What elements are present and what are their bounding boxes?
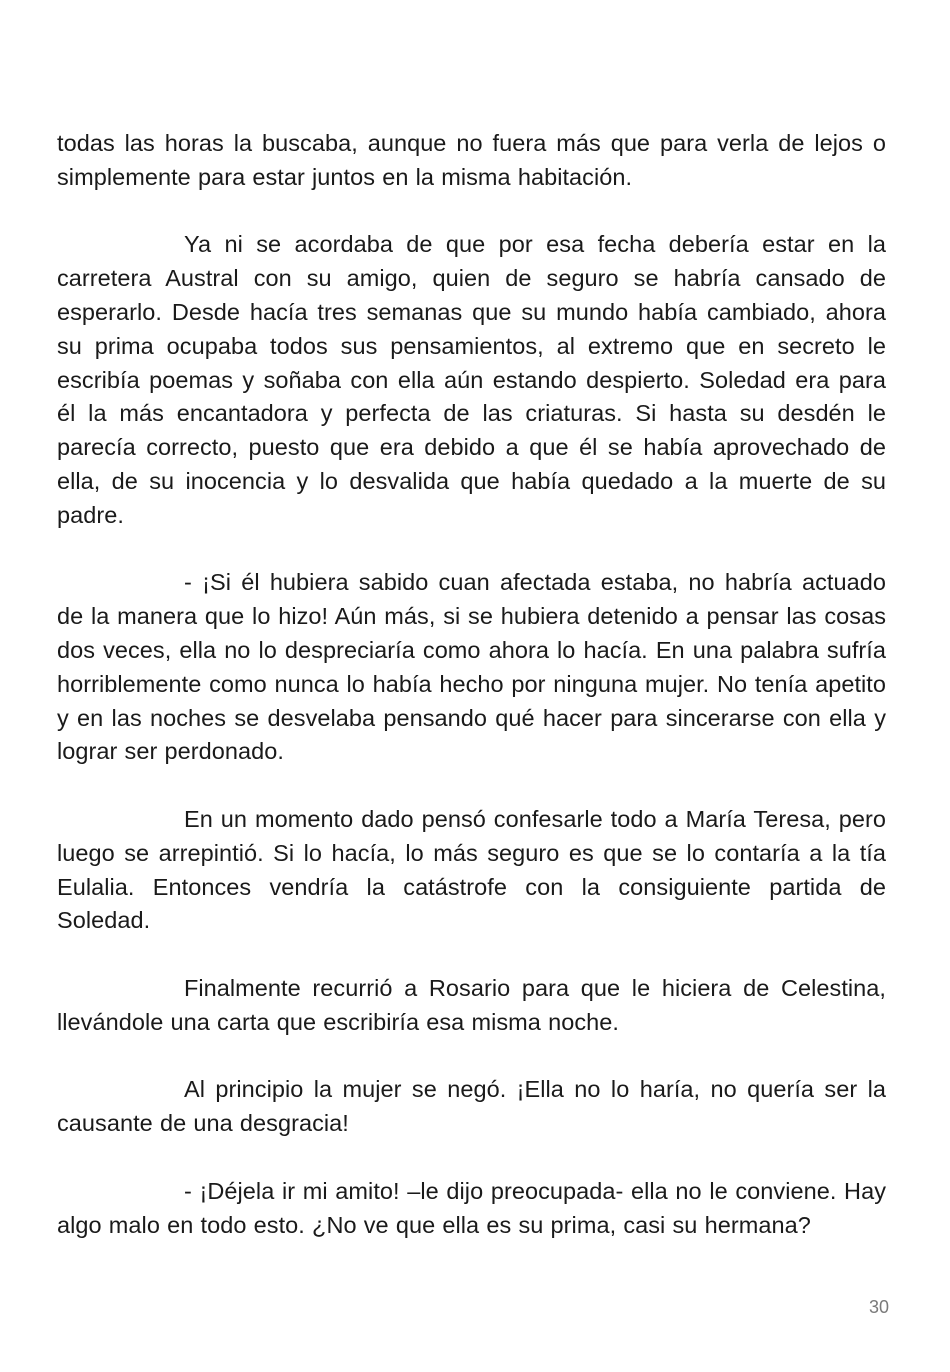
body-text (57, 127, 886, 1242)
paragraph-7: - ¡Déjela ir mi amito! –le dijo preocupada- ella no le conviene. Hay algo malo en todo esto. ¿No ve que ella es su prima, casi su hermana? (57, 1177, 886, 1238)
page-number: 30 (868, 1297, 889, 1317)
paragraph-3: - ¡Si él hubiera sabido cuan afectada estaba, no habría actuado de la manera que lo hizo! Aún más, si se hubiera detenido a pensar las cosas dos veces, ella no lo despreciaría como ahora lo hacía. En una palabra sufría horriblemente como nunca lo había hecho por ninguna mujer. No tenía apetito y en las noches se desvelaba pensando qué hacer para sincerarse con ella y lograr ser perdonado. (57, 569, 886, 765)
paragraph-5: Finalmente recurrió a Rosario para que le hiciera de Celestina, llevándole una carta que escribiría esa misma noche. (57, 974, 886, 1035)
paragraph-4: En un momento dado pensó confesarle todo a María Teresa, pero luego se arrepintió. Si lo hacía, lo más seguro es que se lo contaría a la tía Eulalia. Entonces vendría la catástrofe con la consiguiente partida de Soledad. (57, 805, 886, 934)
paragraph-1: todas las horas la buscaba, aunque no fuera más que para verla de lejos o simplemente para estar juntos en la misma habitación. (57, 130, 886, 190)
paragraph-2: Ya ni se acordaba de que por esa fecha debería estar en la carretera Austral con su amigo, quien de seguro se habría cansado de esperarlo. Desde hacía tres semanas que su mundo había cambiado, ahora su prima ocupaba todos sus pensamientos, al extremo que en secreto le escribía poemas y soñaba con ella aún estando despierto. Soledad era para él la más encantadora y perfecta de las criaturas. Si hasta su desdén le parecía correcto, puesto que era debido a que él se había aprovechado de ella, de su inocencia y lo desvalida que había quedado a la muerte de su padre. (57, 231, 886, 528)
paragraph-6: Al principio la mujer se negó. ¡Ella no lo haría, no quería ser la causante de una desgracia! (57, 1076, 886, 1137)
